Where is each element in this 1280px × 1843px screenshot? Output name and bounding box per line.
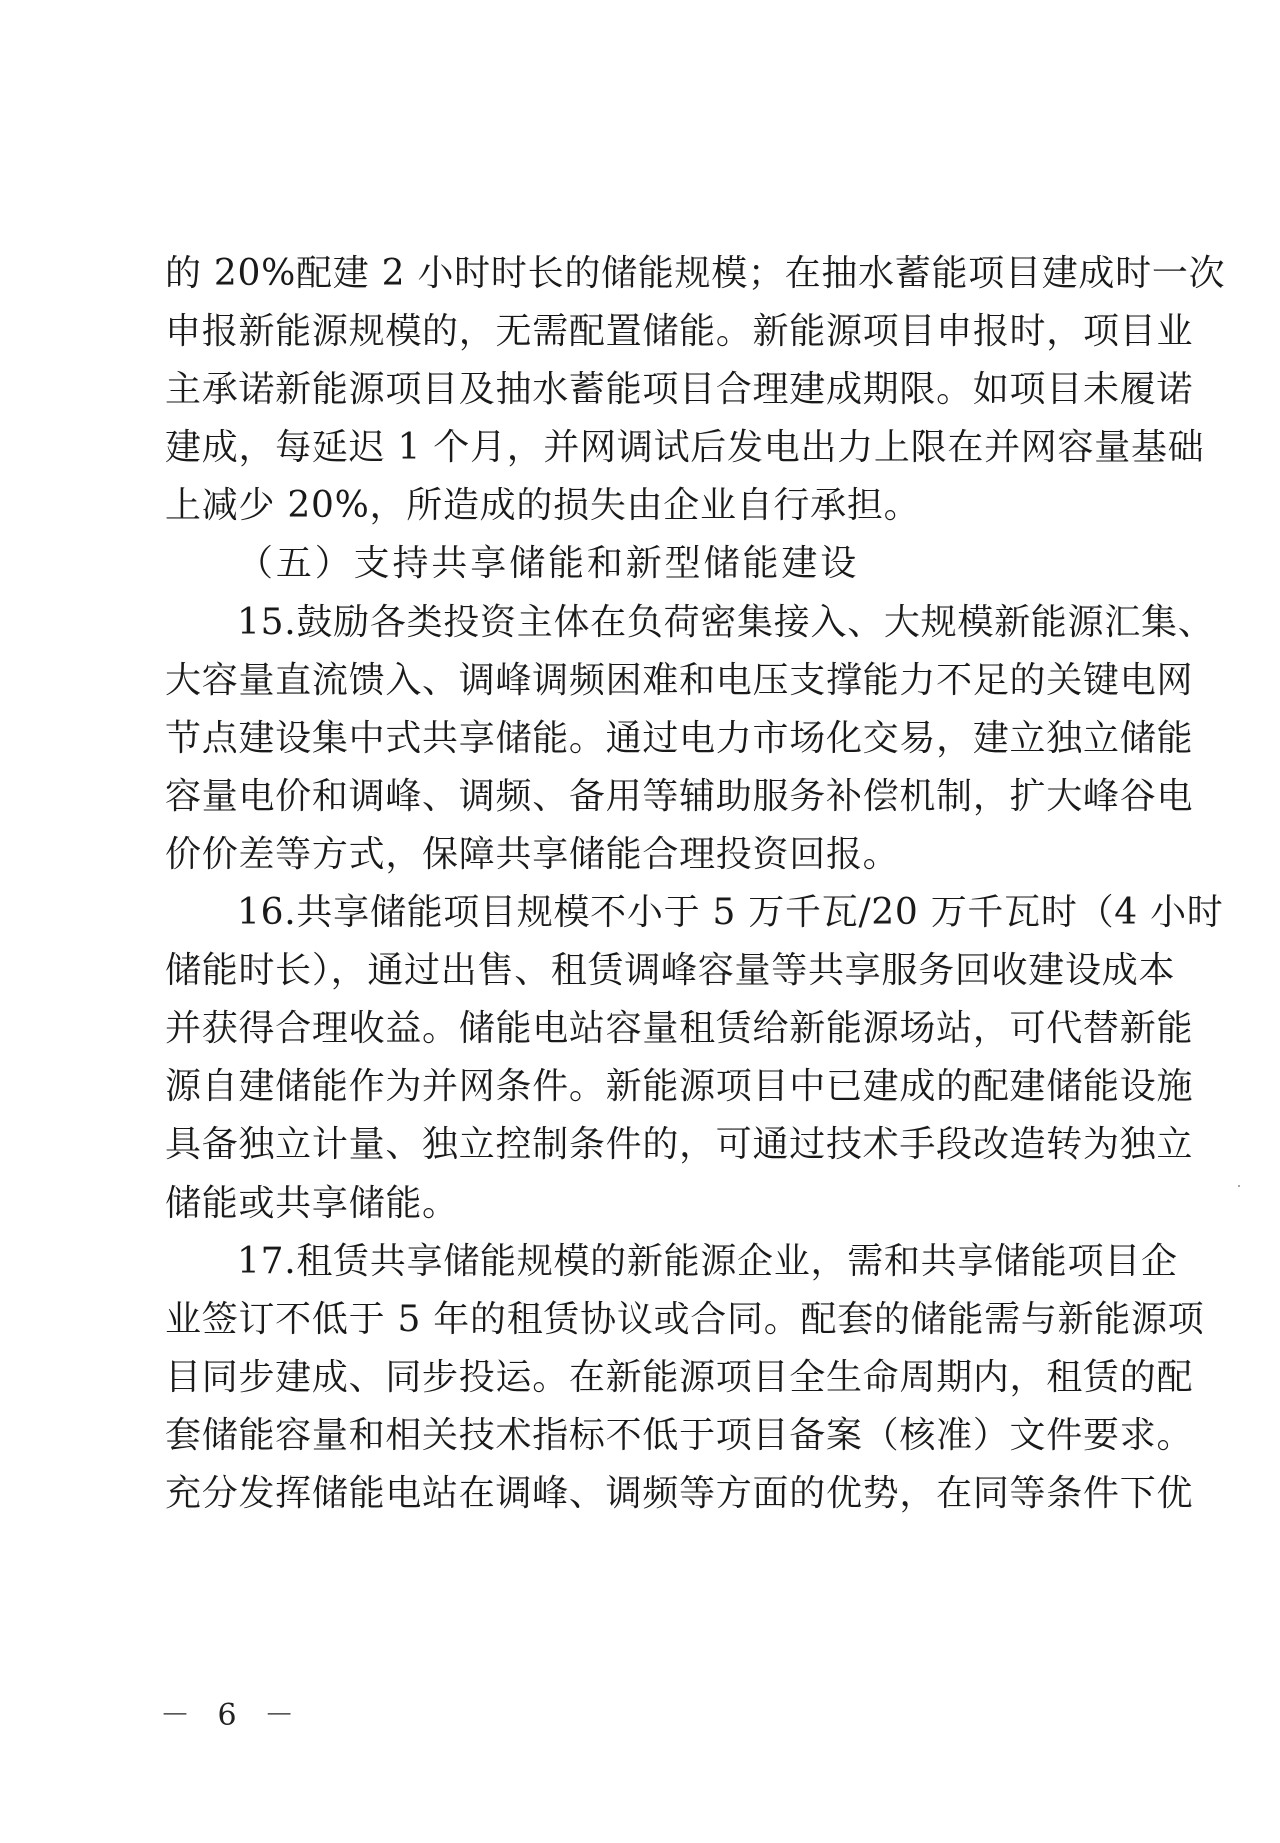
scan-speck: [1238, 1185, 1240, 1187]
body-text: [165, 245, 1226, 1523]
text-line: 申报新能源规模的，无需配置储能。新能源项目申报时，项目业: [165, 311, 1194, 353]
text-line: 具备独立计量、独立控制条件的，可通过技术手段改造转为独立: [165, 1124, 1194, 1166]
text-line: 的 20%配建 2 小时时长的储能规模；在抽水蓄能项目建成时一次: [165, 253, 1226, 294]
text-line: 建成，每延迟 1 个月，并网调试后发电出力上限在并网容量基础: [165, 427, 1205, 469]
text-line: 储能或共享储能。: [165, 1182, 459, 1224]
text-line: 充分发挥储能电站在调峰、调频等方面的优势，在同等条件下优: [165, 1472, 1194, 1514]
text-line: 容量电价和调峰、调频、备用等辅助服务补偿机制，扩大峰谷电: [165, 775, 1194, 817]
text-line: 15.鼓励各类投资主体在负荷密集接入、大规模新能源汇集、: [237, 601, 1215, 643]
text-line: 上减少 20%，所造成的损失由企业自行承担。: [165, 485, 921, 527]
text-line: 并获得合理收益。储能电站容量租赁给新能源场站，可代替新能: [165, 1008, 1194, 1050]
text-line: 套储能容量和相关技术指标不低于项目备案（核准）文件要求。: [165, 1414, 1194, 1456]
text-line: 源自建储能作为并网条件。新能源项目中已建成的配建储能设施: [165, 1066, 1194, 1108]
text-line: 17.租赁共享储能规模的新能源企业，需和共享储能项目企: [237, 1240, 1178, 1282]
section-heading: （五）支持共享储能和新型储能建设: [237, 543, 860, 585]
text-line: 价价差等方式，保障共享储能合理投资回报。: [165, 833, 900, 875]
text-line: 目同步建成、同步投运。在新能源项目全生命周期内，租赁的配: [165, 1356, 1194, 1398]
text-line: 业签订不低于 5 年的租赁协议或合同。配套的储能需与新能源项: [165, 1298, 1205, 1340]
text-line: 储能时长），通过出售、租赁调峰容量等共享服务回收建设成本: [165, 950, 1176, 992]
page-number: － 6 －: [160, 1698, 304, 1733]
text-line: 主承诺新能源项目及抽水蓄能项目合理建成期限。如项目未履诺: [165, 369, 1194, 411]
text-line: 大容量直流馈入、调峰调频困难和电压支撑能力不足的关键电网: [165, 659, 1194, 701]
text-line: 16.共享储能项目规模不小于 5 万千瓦/20 万千瓦时（4 小时: [237, 892, 1224, 934]
text-line: 节点建设集中式共享储能。通过电力市场化交易，建立独立储能: [165, 717, 1194, 759]
